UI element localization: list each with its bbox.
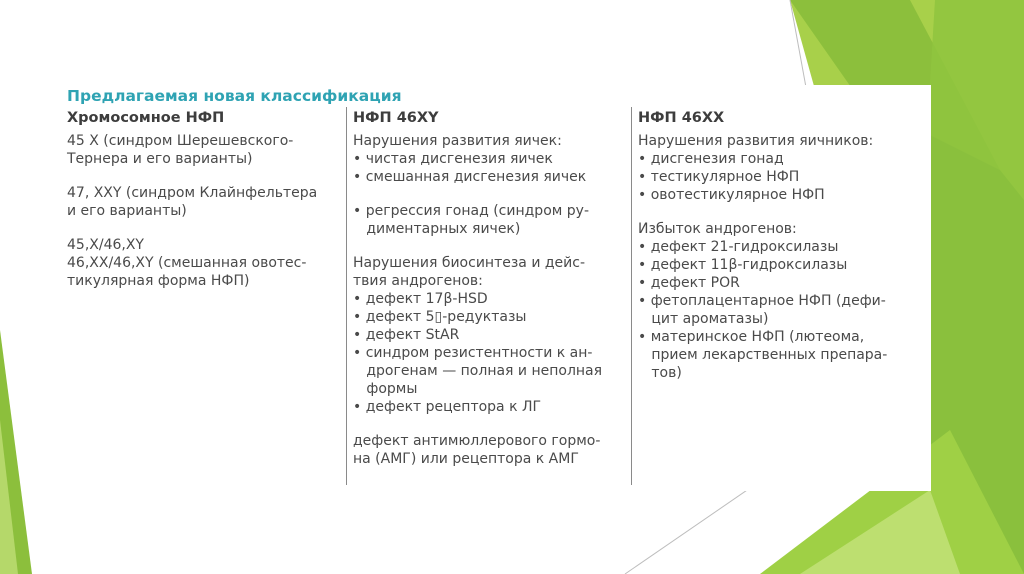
column-46xy <box>353 109 638 484</box>
text-line: • синдром резистентности к ан- <box>353 345 593 361</box>
column-46xx <box>638 109 928 398</box>
text-line: 47, XXY (синдром Клайнфельтера <box>67 185 318 201</box>
text-line: Избыток андрогенов: <box>638 221 797 237</box>
classification-table <box>40 85 931 491</box>
text-line: прием лекарственных препара- <box>638 347 888 363</box>
text-block <box>353 132 638 186</box>
text-line: • фетоплацентарное НФП (дефи- <box>638 293 886 309</box>
text-line: цит ароматазы) <box>638 311 769 327</box>
text-block <box>353 432 638 468</box>
text-line: • овотестикулярное НФП <box>638 187 825 203</box>
text-line: • дефект StAR <box>353 327 460 343</box>
text-line: • дефект 21-гидроксилазы <box>638 239 839 255</box>
text-line: • смешанная дисгенезия яичек <box>353 169 587 185</box>
text-block <box>67 184 347 220</box>
text-line: • регрессия гонад (синдром ру- <box>353 203 589 219</box>
text-line: • дефект POR <box>638 275 740 291</box>
text-line: • чистая дисгенезия яичек <box>353 151 553 167</box>
text-block <box>67 236 347 290</box>
column-title: НФП 46XX <box>638 110 725 126</box>
text-line: Нарушения развития яичек: <box>353 133 562 149</box>
column-title: НФП 46XY <box>353 110 439 126</box>
text-block <box>353 254 638 416</box>
column-title: Хромосомное НФП <box>67 110 225 126</box>
text-line: • дисгенезия гонад <box>638 151 784 167</box>
text-block <box>353 202 638 238</box>
text-line: • материнское НФП (лютеома, <box>638 329 865 345</box>
text-block <box>67 132 347 168</box>
text-line: дефект антимюллерового гормо- <box>353 433 601 449</box>
text-line: • дефект 17β-HSD <box>353 291 488 307</box>
text-block <box>638 132 928 204</box>
text-line: 46,XX/46,XY (смешанная овотес- <box>67 255 307 271</box>
text-line: диментарных яичек) <box>353 221 521 237</box>
text-line: твия андрогенов: <box>353 273 483 289</box>
text-line: 45 X (синдром Шерешевского- <box>67 133 294 149</box>
text-line: • дефект 11β-гидроксилазы <box>638 257 848 273</box>
text-line: тикулярная форма НФП) <box>67 273 250 289</box>
text-block <box>638 220 928 382</box>
text-line: • тестикулярное НФП <box>638 169 800 185</box>
text-line: и его варианты) <box>67 203 187 219</box>
text-line: дрогенам — полная и неполная <box>353 363 603 379</box>
text-line: 45,X/46,XY <box>67 237 144 253</box>
column-chromosomal <box>67 109 347 306</box>
text-line: Тернера и его варианты) <box>67 151 253 167</box>
text-line: Нарушения развития яичников: <box>638 133 874 149</box>
text-line: Нарушения биосинтеза и дейс- <box>353 255 586 271</box>
text-line: на (АМГ) или рецептора к АМГ <box>353 451 579 467</box>
text-line: • дефект 5▯-редуктазы <box>353 309 527 325</box>
text-line: • дефект рецептора к ЛГ <box>353 399 542 415</box>
table-heading: Предлагаемая новая классификация <box>67 87 402 105</box>
text-line: формы <box>353 381 418 397</box>
text-line: тов) <box>638 365 682 381</box>
